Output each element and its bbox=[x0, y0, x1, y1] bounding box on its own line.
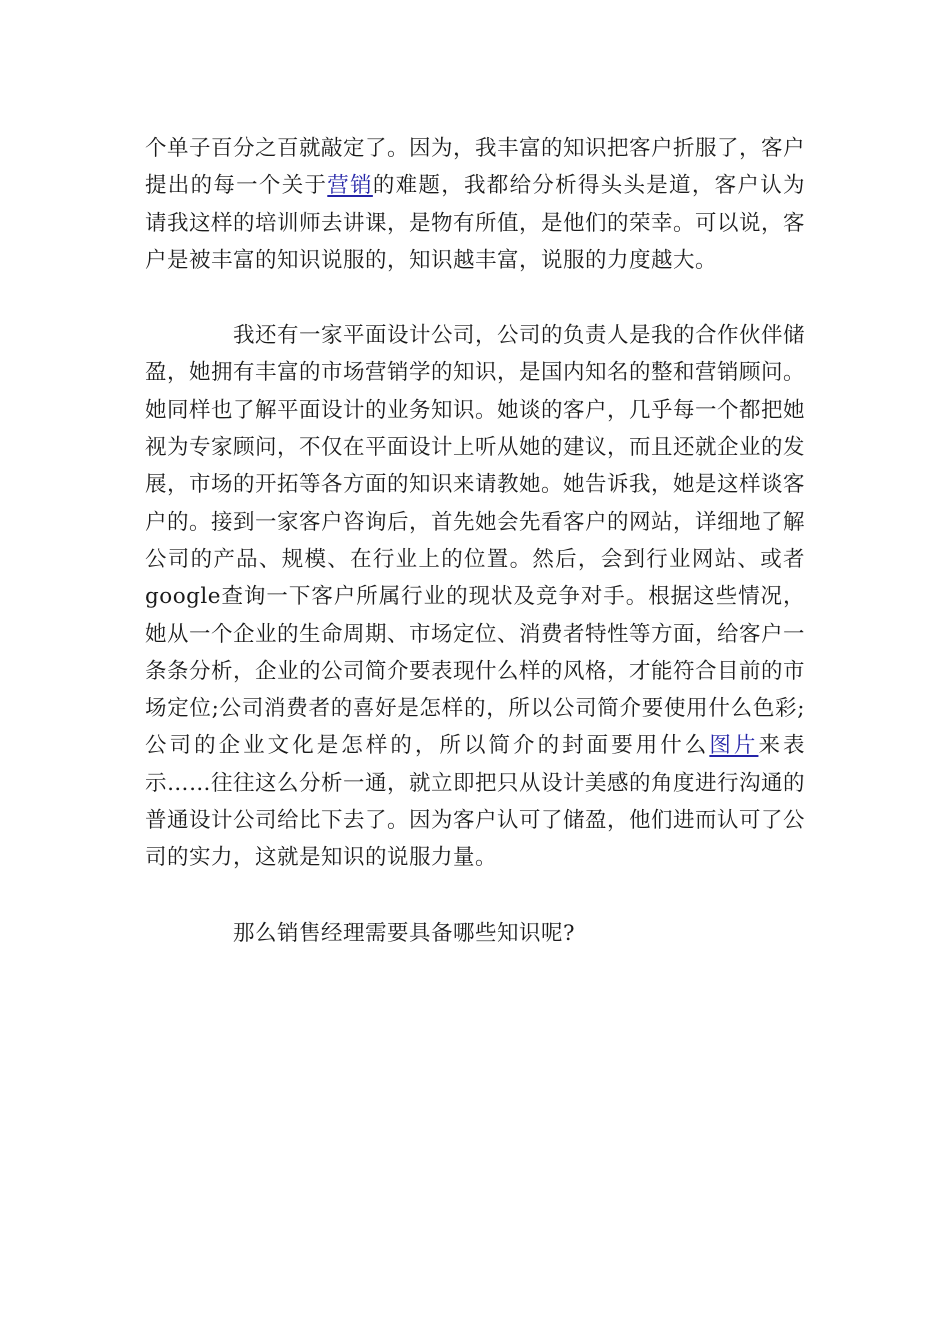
paragraph-gap bbox=[145, 877, 805, 915]
paragraph-1-text-a: 个单子百分之百就敲定了。因为，我丰富的知识把客户折服了，客户提出的每一个关于 bbox=[145, 136, 806, 199]
paragraph-3-question: 那么销售经理需要具备哪些知识呢? bbox=[233, 920, 576, 946]
paragraph-2-text-b: 来表示……往往这么分析一通，就立即把只从设计美感的角度进行沟通的普通设计公司给比下去了。因为客户认可了储盈，他们进而认可了公司的实力，这就是知识的说服力量。 bbox=[145, 733, 806, 871]
picture-link[interactable]: 图片 bbox=[709, 733, 759, 759]
marketing-link[interactable]: 营销 bbox=[327, 173, 373, 199]
paragraph-1-text-b: 的难题，我都给分析得头头是道，客户认为请我这样的培训师去讲课，是物有所值，是他们的荣幸。可以说，客户是被丰富的知识说服的，知识越丰富，说服的力度越大。 bbox=[145, 173, 806, 273]
document-page bbox=[145, 130, 805, 952]
paragraph-1 bbox=[145, 130, 805, 279]
paragraph-2-text-a: 我还有一家平面设计公司，公司的负责人是我的合作伙伴储盈，她拥有丰富的市场营销学的知识，是国内知名的整和营销顾问。她同样也了解平面设计的业务知识。她谈的客户，几乎每一个都把她视为专家顾问，不仅在平面设计上听从她的建议，而且还就企业的发展，市场的开拓等各方面的知识来请教她。她告诉我，她是这样谈客户的。接到一家客户咨询后，首先她会先看客户的网站，详细地了解公司的产品、规模、在行业上的位置。然后，会到行业网站、或者google查询一下客户所属行业的现状及竞争对手。根据这些情况，她从一个企业的生命周期、市场定位、消费者特性等方面，给客户一条条分析，企业的公司简介要表现什么样的风格，才能符合目前的市场定位;公司消费者的喜好是怎样的，所以公司简介要使用什么色彩;公司的企业文化是怎样的，所以简介的封面要用什么 bbox=[145, 323, 806, 759]
paragraph-2 bbox=[145, 317, 805, 876]
paragraph-gap bbox=[145, 279, 805, 317]
